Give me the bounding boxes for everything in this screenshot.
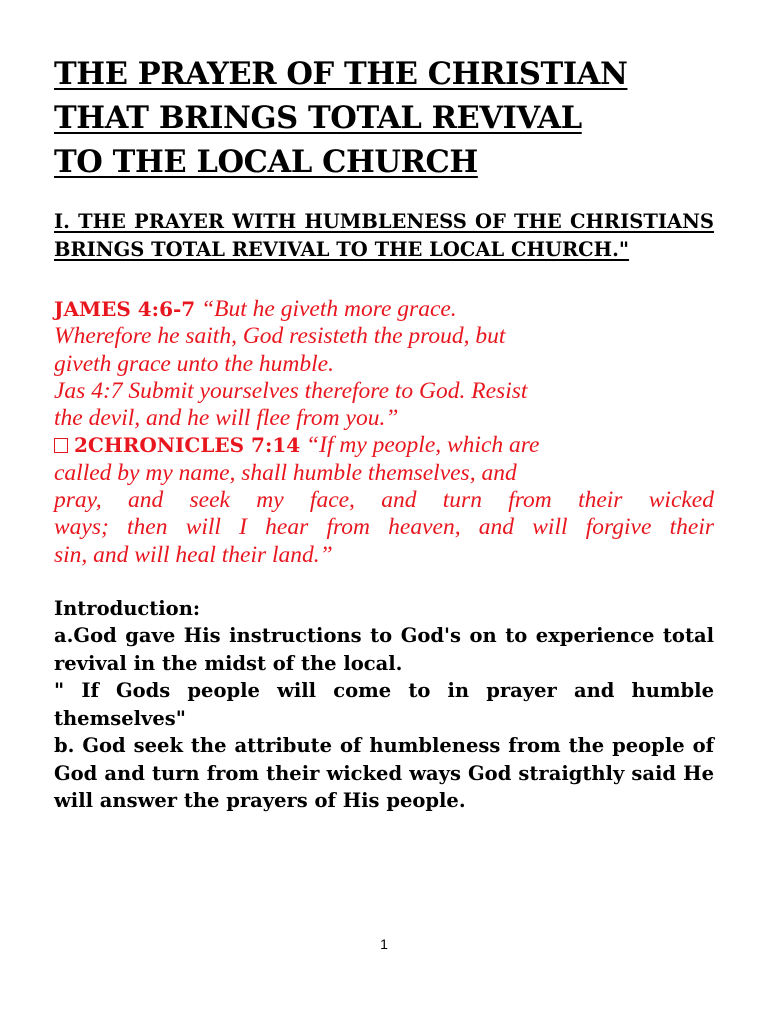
- introduction-paragraph-b: b. God seek the attribute of humbleness from the people of God and turn from their wicked ways God straigthly said He will answer the prayers of His people.: [54, 734, 714, 813]
- scripture-reference-james: JAMES 4:6-7: [54, 297, 196, 321]
- checkbox-glyph-icon: [54, 438, 68, 453]
- scripture-line: [54, 432, 714, 459]
- scripture-line: the devil, and he will flee from you.”: [54, 405, 399, 432]
- title-line-3: TO THE LOCAL CHURCH: [54, 144, 478, 180]
- introduction-quote: " If Gods people will come to in prayer and humble themselves": [54, 679, 714, 730]
- title-line-2: THAT BRINGS TOTAL REVIVAL: [54, 100, 582, 136]
- page-number: 1: [380, 936, 388, 952]
- scripture-text: “If my people, which are: [306, 432, 540, 459]
- introduction-paragraph-a: a.God gave His instructions to God's on to experience total revival in the midst of the local.: [54, 624, 714, 675]
- section-heading: I. THE PRAYER WITH HUMBLENESS OF THE CHRISTIANS BRINGS TOTAL REVIVAL TO THE LOCAL CHURCH.": [54, 210, 714, 261]
- scripture-block: [54, 296, 714, 569]
- scripture-text: “But he giveth more grace.: [201, 296, 457, 322]
- scripture-line: pray, and seek my face, and turn from their wicked: [54, 487, 714, 514]
- introduction-section: [54, 595, 714, 815]
- scripture-line: ways; then will I hear from heaven, and will forgive their: [54, 514, 714, 541]
- scripture-line: sin, and will heal their land.”: [54, 541, 333, 568]
- scripture-line: [54, 296, 714, 323]
- scripture-line: Wherefore he saith, God resisteth the proud, but: [54, 323, 506, 350]
- scripture-line: giveth grace unto the humble.: [54, 350, 334, 377]
- introduction-heading: Introduction:: [54, 596, 201, 620]
- scripture-line: Jas 4:7 Submit yourselves therefore to God. Resist: [54, 377, 528, 404]
- scripture-line: called by my name, shall humble themselves, and: [54, 459, 517, 486]
- document-title: [54, 52, 714, 184]
- scripture-reference-chronicles: 2CHRONICLES 7:14: [74, 433, 301, 458]
- title-line-1: THE PRAYER OF THE CHRISTIAN: [54, 56, 628, 92]
